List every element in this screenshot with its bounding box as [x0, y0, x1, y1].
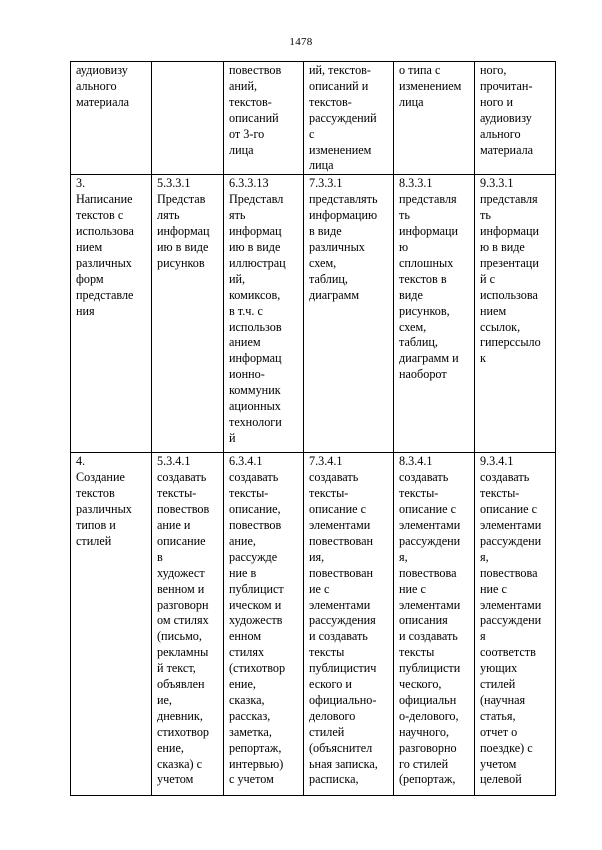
cell-text: ий, текстов- описаний и текстов- рассуждений с изменением лица [309, 63, 377, 173]
cell-text: аудиовизу ального материала [76, 63, 130, 109]
table-cell [224, 175, 304, 453]
cell-text: 6.3.4.1 создавать тексты- описание, повествов ание, рассужде ние в публицист ическом и художеств енном стилях (стихотвор ение, сказка, рассказ, заметка, репортаж, интервью) с учетом [229, 454, 286, 787]
table-cell [71, 175, 152, 453]
table-cell [475, 175, 556, 453]
table-row [71, 453, 556, 796]
table-cell [475, 62, 556, 175]
table-cell [394, 62, 475, 175]
cell-text: 6.3.3.13 Представл ять информац ию в виде иллюстрац ий, комиксов, в т.ч. с использов анием информац ионно- коммуник ационных технологи й [229, 176, 286, 445]
cell-text: о типа с изменением лица [399, 63, 462, 109]
cell-text: ного, прочитан- ного и аудиовизу ального материала [480, 63, 534, 157]
table-cell [224, 62, 304, 175]
cell-text: 4. Создание текстов различных типов и стилей [76, 454, 132, 548]
cell-text: 8.3.4.1 создавать тексты- описание с элементами рассуждени я, повествова ние с элементами описания и создавать тексты публицисти ческого, официальн о-делового, научного, разговорно го стилей (репортаж, [399, 454, 461, 787]
table-cell [71, 453, 152, 796]
table-cell [304, 453, 394, 796]
cell-text: 9.3.4.1 создавать тексты- описание с элементами рассуждени я, повествова ние с элементами рассуждени я соответств ующих стилей (научная статья, отчет о поездке) с учетом целевой [480, 454, 542, 787]
cell-text: 5.3.4.1 создавать тексты- повествов ание и описание в художест венном и разговорн ом стилях (письмо, рекламны й текст, объявлен ие, дневник, стихотвор ение, сказка) с учетом [157, 454, 210, 787]
table-row [71, 62, 556, 175]
table-cell [152, 453, 224, 796]
table-cell [71, 62, 152, 175]
cell-text: 9.3.3.1 представля ть информаци ю в виде презентаци й с использова нием ссылок, гиперссыло к [480, 176, 541, 366]
table-cell [304, 62, 394, 175]
curriculum-table [70, 61, 556, 796]
cell-text: 8.3.3.1 представля ть информаци ю сплошных текстов в виде рисунков, схем, таблиц, диаграмм и наоборот [399, 176, 459, 382]
cell-text: 5.3.3.1 Представ лять информац ию в виде рисунков [157, 176, 210, 270]
table-cell [152, 175, 224, 453]
table-cell [224, 453, 304, 796]
table-cell [394, 175, 475, 453]
table-cell [475, 453, 556, 796]
table-row [71, 175, 556, 453]
table-cell [394, 453, 475, 796]
cell-text: 7.3.4.1 создавать тексты- описание с элементами повествован ия, повествован ие с элементами рассуждения и создавать тексты публицистич еского и официально- делового стилей (объяснител ьная записка, расписка, [309, 454, 378, 787]
cell-text: 3. Написание текстов с использова нием различных форм представле ния [76, 176, 134, 318]
cell-text: повествов аний, текстов- описаний от 3-го лица [229, 63, 282, 157]
table-cell [304, 175, 394, 453]
table-cell [152, 62, 224, 175]
cell-text: 7.3.3.1 представлять информацию в виде различных схем, таблиц, диаграмм [309, 176, 378, 302]
page-number: 1478 [289, 36, 313, 48]
